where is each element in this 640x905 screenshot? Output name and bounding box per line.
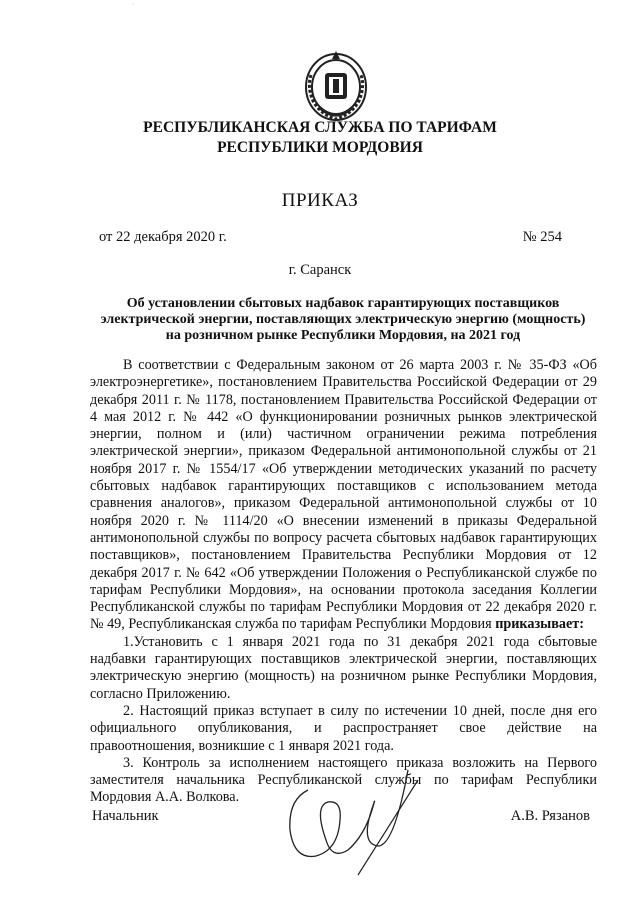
signatory-position: Начальник	[92, 808, 159, 824]
document-number: № 254	[522, 229, 562, 245]
coat-of-arms-icon	[301, 45, 371, 125]
item-3: 3. Контроль за исполнением настоящего приказа возложить на Первого заместителя начальника Республиканской службы по тарифам Республики Мордовия А.А. Волкова.	[90, 754, 597, 806]
document-body	[90, 357, 597, 807]
org-line-1: РЕСПУБЛИКАНСКАЯ СЛУЖБА ПО ТАРИФАМ	[143, 119, 497, 136]
organization-name	[0, 118, 640, 158]
item-2: 2. Настоящий приказ вступает в силу по истечении 10 дней, после дня его официального опубликования, и распространяет свое действие на правоотношения, возникшие с 1 января 2021 года.	[90, 702, 597, 754]
decree-word: приказывает:	[495, 616, 585, 633]
document-type: ПРИКАЗ	[281, 190, 359, 211]
signature-icon	[268, 760, 438, 885]
org-line-2: РЕСПУБЛИКИ МОРДОВИЯ	[217, 139, 423, 156]
document-date: от 22 декабря 2020 г.	[99, 229, 227, 245]
signatory-name: А.В. Рязанов	[510, 808, 590, 824]
subject-line-2: электрической энергии, поставляющих электрическую энергию (мощность)	[100, 312, 586, 327]
preamble-paragraph	[90, 357, 597, 634]
preamble-text: В соответствии с Федеральным законом от 26 марта 2003 г. № 35-ФЗ «Об электроэнергетике», постановлением Правительства Российской Федерации от 29 декабря 2011 г. № 1178, постановлением Правительства Российской Федерации от 4 мая 2012 г. № 442 «О функционировании розничных рынков электрической энергии, полном и (или) частичном ограничении режима потребления электрической энергии», приказом Федеральной антимонопольной службы от 21 ноября 2017 г. № 1554/17 «Об утверждении методических указаний по расчету сбытовых надбавок гарантирующих поставщиков с использованием метода сравнения аналогов», приказом Федеральной антимонопольной службы от 10 ноября 2020 г. № 1114/20 «О внесении изменений в приказы Федеральной антимонопольной службы по вопросу расчета сбытовых надбавок гарантирующих поставщиков», постановлением Правительства Республики Мордовия от 12 декабря 2017 г. № 642 «Об утверждении Положения о Республиканской службе по тарифам Республики Мордовия», на основании протокола заседания Коллегии Республиканской службы по тарифам Республики Мордовия от 22 декабря 2020 г. № 49, Республиканская служба по тарифам Республики Мордовия	[90, 357, 597, 633]
item-1: 1.Установить с 1 января 2021 года по 31 декабря 2021 года сбытовые надбавки гарантирующих поставщиков электрической энергии, поставляющих электрическую энергию (мощность) на розничном рынке Республики Мордовия, согласно Приложению.	[90, 633, 597, 702]
scan-mark: ·	[132, 0, 135, 9]
subject-line-3: на розничном рынке Республики Мордовия, на 2021 год	[165, 328, 521, 343]
document-subject	[90, 296, 596, 344]
document-city: г. Саранск	[288, 262, 352, 278]
subject-line-1: Об установлении сбытовых надбавок гарантирующих поставщиков	[126, 296, 560, 311]
